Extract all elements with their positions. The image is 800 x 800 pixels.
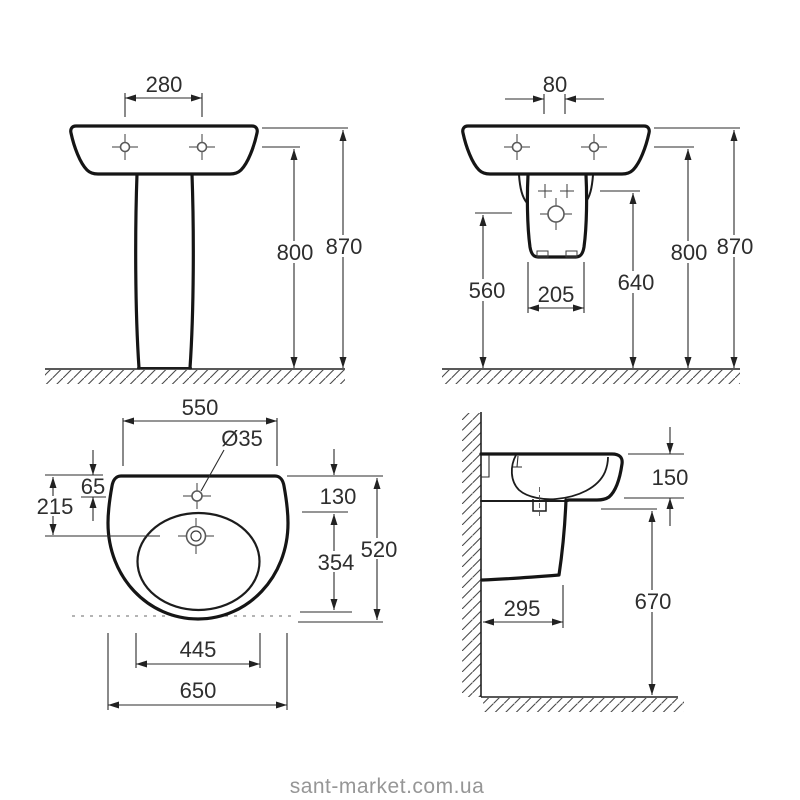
dim-trap-depth: [483, 585, 563, 628]
floor-hatching: [442, 370, 740, 384]
dim-label-65: 65: [80, 474, 106, 499]
dim-label-354: 354: [317, 550, 355, 575]
floor-hatching: [45, 370, 345, 384]
dim-label-d35: Ø35: [221, 426, 263, 451]
dim-label-150: 150: [651, 465, 689, 490]
dim-label-640: 640: [617, 270, 655, 295]
washbasin-front: [463, 126, 650, 174]
plan-view: [36, 395, 397, 710]
wall-hatching: [462, 413, 481, 697]
front-view-half-pedestal: [442, 72, 753, 384]
dim-label-550: 550: [181, 395, 219, 420]
dim-label-215: 215: [36, 494, 74, 519]
floor-hatching: [483, 698, 684, 712]
dim-underside-clearance: [601, 509, 671, 695]
dim-height-800: [262, 147, 313, 368]
half-pedestal: [519, 175, 593, 257]
dim-bowl-length: [300, 512, 354, 612]
dim-label-800: 800: [276, 240, 314, 265]
dim-fixing-height: [600, 191, 654, 368]
dim-label-870: 870: [325, 234, 363, 259]
dim-label-800: 800: [670, 240, 708, 265]
dim-label-130: 130: [319, 484, 357, 509]
dim-label-280: 280: [145, 72, 183, 97]
dim-label-445: 445: [179, 637, 217, 662]
side-view: [462, 412, 688, 712]
watermark: sant-market.com.ua: [289, 775, 485, 798]
dim-rim-height: [624, 427, 688, 526]
dim-label-520: 520: [360, 537, 398, 562]
washbasin-side-profile: [481, 454, 622, 580]
dim-trap-height: [468, 213, 512, 368]
dim-bowl-width: [136, 633, 260, 668]
dim-fixing-spacing: [505, 72, 604, 114]
dim-label-80: 80: [542, 72, 568, 97]
dim-height-800: [654, 147, 707, 368]
dim-label-295: 295: [503, 596, 541, 621]
dim-label-670: 670: [634, 589, 672, 614]
dim-label-650: 650: [179, 678, 217, 703]
dim-label-560: 560: [468, 278, 506, 303]
pedestal: [136, 174, 194, 368]
front-view-full-pedestal: [45, 72, 362, 384]
dim-rim-to-bowl: [287, 449, 383, 509]
washbasin-front: [71, 126, 258, 174]
dim-trap-width: [528, 262, 584, 313]
dim-tap-spacing: [125, 72, 202, 117]
dim-label-205: 205: [537, 282, 575, 307]
dim-label-870: 870: [716, 234, 754, 259]
